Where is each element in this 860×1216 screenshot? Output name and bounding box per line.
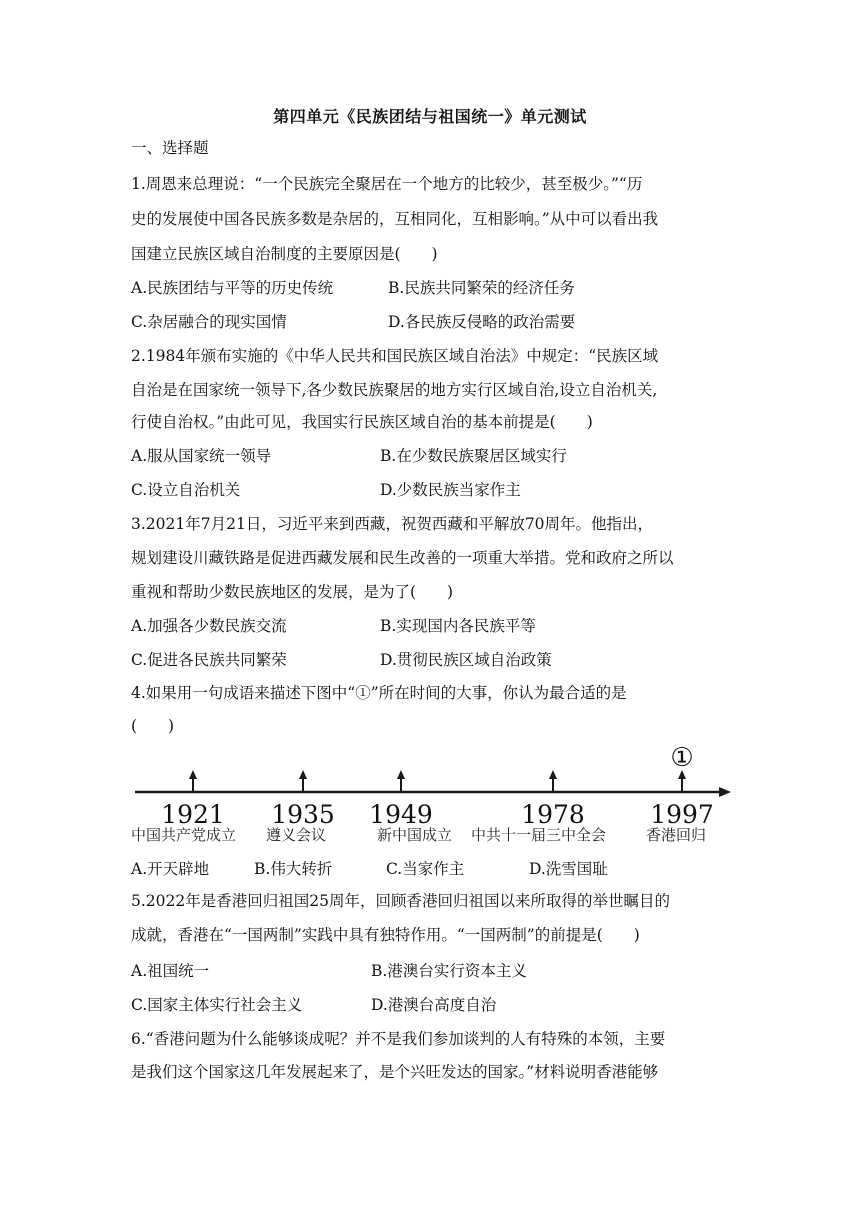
timeline-arrowhead: [719, 787, 731, 797]
timeline-label-1978: 中共十一届三中全会: [471, 826, 607, 844]
question-4-line-2: ( ): [131, 717, 175, 735]
timeline-tick-arrow-1921: [189, 770, 197, 779]
question-1-option-a[interactable]: A.民族团结与平等的历史传统: [131, 279, 334, 297]
question-3-options-row-1: [131, 614, 751, 634]
timeline-tick-arrow-1949: [397, 770, 405, 779]
timeline-label-1997: 香港回归: [646, 826, 707, 844]
question-2-options-row-2: [131, 478, 751, 498]
question-5-option-a[interactable]: A.祖国统一: [131, 962, 210, 980]
timeline-label-1949: 新中国成立: [377, 826, 453, 844]
question-5-line-2: 成就，香港在“一国两制”实践中具有独特作用。“一国两制”的前提是( ): [131, 926, 640, 944]
timeline-label-1921: 中国共产党成立: [131, 826, 237, 844]
question-1-option-d[interactable]: D.各民族反侵略的政治需要: [388, 313, 576, 331]
section-heading: 一、选择题: [131, 139, 209, 157]
question-2-option-a[interactable]: A.服从国家统一领导: [131, 447, 272, 465]
question-4-option-d[interactable]: D.洗雪国耻: [529, 860, 608, 878]
timeline-marker: ①: [670, 743, 694, 773]
question-1-option-c[interactable]: C.杂居融合的现实国情: [131, 313, 287, 331]
question-5-options-row-2: [131, 993, 751, 1013]
timeline-year-1935: 1935: [271, 800, 335, 829]
question-2-option-c[interactable]: C.设立自治机关: [131, 481, 241, 499]
question-4-option-c[interactable]: C.当家作主: [386, 860, 465, 878]
question-2-line-2: 自治是在国家统一领导下,各少数民族聚居的地方实行区域自治,设立自治机关,: [131, 381, 658, 399]
timeline-tick-arrow-1935: [299, 770, 307, 779]
question-3-option-b[interactable]: B.实现国内各民族平等: [380, 617, 536, 635]
question-4-option-a[interactable]: A.开天辟地: [131, 860, 210, 878]
question-5-options-row-1: [131, 959, 751, 979]
question-2-option-d[interactable]: D.少数民族当家作主: [380, 481, 521, 499]
question-6-line-1: 6.“香港问题为什么能够谈成呢？并不是我们参加谈判的人有特殊的本领，主要: [131, 1030, 666, 1048]
question-6-line-2: 是我们这个国家这几年发展起来了，是个兴旺发达的国家。”材料说明香港能够: [131, 1063, 659, 1081]
question-2-option-b[interactable]: B.在少数民族聚居区域实行: [380, 447, 567, 465]
question-4-option-b[interactable]: B.伟大转折: [254, 860, 333, 878]
question-5-option-b[interactable]: B.港澳台实行资本主义: [371, 962, 527, 980]
question-3-line-1: 3.2021年7月21日，习近平来到西藏，祝贺西藏和平解放70周年。他指出，: [131, 515, 654, 533]
timeline-tick-arrow-1978: [549, 770, 557, 779]
question-2-line-3: 行使自治权。”由此可见，我国实行民族区域自治的基本前提是( ): [131, 413, 593, 431]
question-3-line-3: 重视和帮助少数民族地区的发展，是为了( ): [131, 583, 454, 601]
timeline-svg: [131, 742, 735, 846]
question-3-options-row-2: [131, 648, 751, 668]
timeline-year-1921: 1921: [161, 800, 225, 829]
question-1-line-2: 史的发展使中国各民族多数是杂居的，互相同化，互相影响。”从中可以看出我: [131, 210, 659, 228]
timeline-year-1997: 1997: [650, 800, 714, 829]
question-1-line-1: 1.周恩来总理说：“一个民族完全聚居在一个地方的比较少，甚至极少。”“历: [131, 175, 643, 193]
question-3-option-d[interactable]: D.贯彻民族区域自治政策: [380, 651, 552, 669]
timeline-label-1935: 遵义会议: [266, 826, 327, 844]
question-3-option-a[interactable]: A.加强各少数民族交流: [131, 617, 287, 635]
question-1-options-row-2: [131, 310, 751, 330]
question-5-option-c[interactable]: C.国家主体实行社会主义: [131, 996, 303, 1014]
timeline-year-1949: 1949: [369, 800, 433, 829]
question-2-options-row-1: [131, 444, 751, 464]
question-4-line-1: 4.如果用一句成语来描述下图中“①”所在时间的大事，你认为最合适的是: [131, 684, 627, 702]
question-4-options-row: [131, 857, 751, 877]
question-3-line-2: 规划建设川藏铁路是促进西藏发展和民生改善的一项重大举措。党和政府之所以: [131, 549, 674, 567]
timeline-figure: [131, 742, 735, 846]
page-title: 第四单元《民族团结与祖国统一》单元测试: [273, 107, 587, 126]
question-5-option-d[interactable]: D.港澳台高度自治: [371, 996, 497, 1014]
question-2-line-1: 2.1984年颁布实施的《中华人民共和国民族区域自治法》中规定：“民族区域: [131, 347, 659, 365]
question-1-options-row-1: [131, 276, 751, 296]
timeline-year-1978: 1978: [521, 800, 585, 829]
question-1-option-b[interactable]: B.民族共同繁荣的经济任务: [388, 279, 575, 297]
question-1-line-3: 国建立民族区域自治制度的主要原因是( ): [131, 245, 438, 263]
question-5-line-1: 5.2022年是香港回归祖国25周年，回顾香港回归祖国以来所取得的举世瞩目的: [131, 892, 670, 910]
question-3-option-c[interactable]: C.促进各民族共同繁荣: [131, 651, 287, 669]
